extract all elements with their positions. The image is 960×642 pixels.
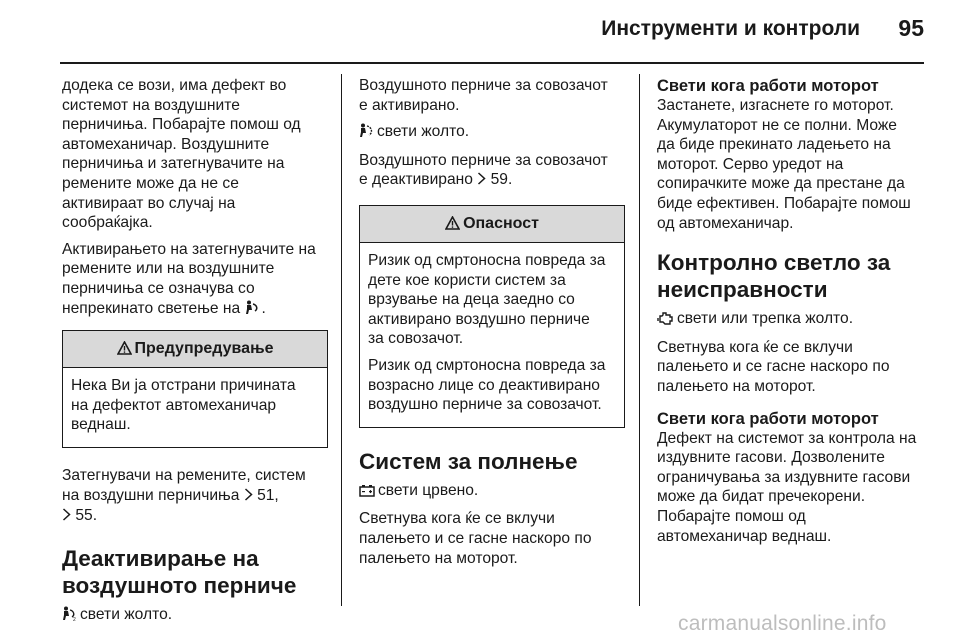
charging-fault-text: Застанете, изгаснете го моторот. Акумулаторот не се полни. Може да биде прекинато ладењето на моторот. Серво уредот на сопирачките може да престане да биде ефективен. Побарајте помош од автомеханичар. <box>657 97 911 232</box>
engine-check-icon <box>657 311 674 331</box>
danger-box-title: Опасност <box>463 214 539 232</box>
danger-box <box>359 205 625 428</box>
malfunction-indicator-text <box>657 309 929 331</box>
page-ref-arrow-icon <box>62 507 71 527</box>
header-rule <box>60 62 924 64</box>
column-divider-2 <box>639 74 640 606</box>
airbag-on-indicator-label: свети жолто. <box>377 123 470 141</box>
airbag-deactivated-text-body: Воздушното перниче за совозачот е деактивирано <box>359 151 608 189</box>
warning-box-text: Нека Ви ја отстрани причината на дефектот автомеханичар веднаш. <box>71 377 296 434</box>
page-ref-55[interactable]: 55. <box>75 507 98 525</box>
emission-fault-text: Дефект на системот за контрола на издувните гасови. Дозволените ограничувања за издувните гасови може да бидат пречекорени. Побарајте помош од автомеханичар веднаш. <box>657 429 917 545</box>
subheading-engine-running-2: Свети кога работи моторот <box>657 409 879 428</box>
warning-triangle-icon <box>445 208 460 244</box>
malfunction-indicator-description: Светнува кога ќе се вклучи палењето и се гасне наскоро по палењето на моторот. <box>657 338 890 395</box>
pretensioner-reference <box>62 466 328 527</box>
page-ref-51[interactable]: 51, <box>257 486 279 504</box>
column-divider-1 <box>341 74 342 606</box>
airbag-activated-text: Воздушното перниче за совозачот е активирано. <box>359 77 608 114</box>
page-number: 95 <box>898 15 924 41</box>
column-1 <box>62 76 328 633</box>
warning-box-title: Предупредување <box>134 340 274 358</box>
airbag-on-indicator-text <box>359 122 625 144</box>
airbag-warning-icon <box>245 300 259 321</box>
warning-box-header <box>63 331 327 368</box>
svg-text:2: 2 <box>73 616 76 621</box>
section-heading-airbag-deactivation: Деактивирање на воздушното перниче <box>62 545 297 598</box>
activation-text-end: . <box>261 299 266 317</box>
warning-box <box>62 330 328 448</box>
charging-indicator-description: Светнува кога ќе се вклучи палењето и се гасне наскоро по палењето на моторот. <box>359 510 592 567</box>
page-ref-arrow-icon <box>477 171 486 191</box>
subheading-engine-running-1: Свети кога работи моторот <box>657 77 879 95</box>
watermark: carmanualsonline.info <box>678 612 887 635</box>
danger-box-text-1: Ризик од смртоносна повреда за дете кое користи систем за врзување на деца заедно со активирано воздушно перниче за совозачот. <box>368 251 606 348</box>
charging-indicator-label: свети црвено. <box>378 481 479 499</box>
danger-box-text-2: Ризик од смртоносна повреда за возрасно лице со деактивирано воздушно перниче за совозачот. <box>368 356 606 414</box>
airbag-off-indicator-label: свети жолто. <box>80 605 173 623</box>
malfunction-indicator-label: свети или трепка жолто. <box>677 310 854 328</box>
warning-triangle-icon <box>117 333 132 369</box>
activation-text <box>62 240 328 320</box>
battery-icon <box>359 483 375 503</box>
page-ref-arrow-icon <box>244 487 253 507</box>
airbag-off-indicator-text <box>62 605 328 627</box>
airbag-fault-text: додека се вози, има дефект во системот на воздушните перничиња. Побарајте помош од автомеханичар. Воздушните перничиња и затегнувачите на ремените може да не се активираат во случај на сообраќајка. <box>62 77 301 232</box>
page-ref-59[interactable]: 59. <box>490 171 513 189</box>
activation-text-body: Активирањето на затегнувачите на ремените или на воздушните перничиња се означува со непрекинато светење на <box>62 240 316 317</box>
section-heading-malfunction-light: Контролно светло за неисправности <box>657 250 891 303</box>
page-header-title: Инструменти и контроли <box>601 17 860 40</box>
charging-indicator-text <box>359 481 625 503</box>
section-heading-charging-system: Систем за полнење <box>359 448 578 474</box>
column-2 <box>359 76 625 575</box>
airbag-deactivated-text <box>359 151 625 191</box>
passenger-airbag-on-icon <box>359 123 374 144</box>
column-3 <box>657 76 929 553</box>
danger-box-header <box>360 206 624 243</box>
pretensioner-reference-text: Затегнувачи на ремените, систем на воздушни перничиња <box>62 466 306 504</box>
passenger-airbag-off-icon <box>62 606 77 627</box>
